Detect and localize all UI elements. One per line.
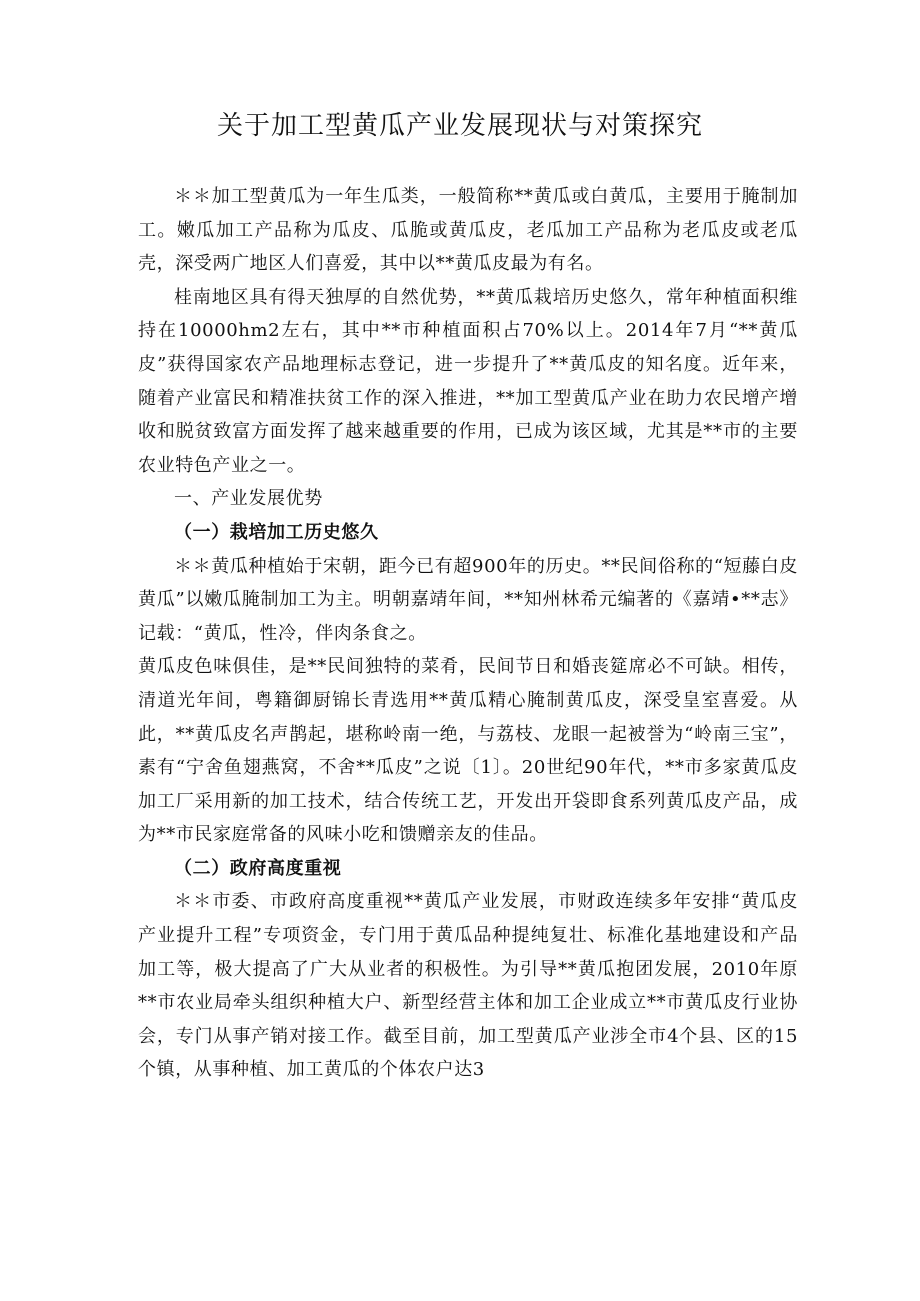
paragraph-region: 桂南地区具有得天独厚的自然优势，**黄瓜栽培历史悠久，常年种植面积维持在10000hm2左右，其中**市种植面积占70%以上。2014年7月“**黄瓜皮”获得国家农产品地理标志登记，进一步提升了**黄瓜皮的知名度。近年来，随着产业富民和精准扶贫工作的深入推进，**加工型黄瓜产业在助力农民增产增收和脱贫致富方面发挥了越来越重要的作用，已成为该区域，尤其是**市的主要农业特色产业之一。 [138,286,798,476]
document-body [138,180,798,1087]
subsection-heading-history: （一）栽培加工历史悠久 [174,521,379,543]
document-title: 关于加工型黄瓜产业发展现状与对策探究 [216,111,703,141]
subsection-heading-government: （二）政府高度重视 [174,857,342,879]
paragraph-intro: ＊＊加工型黄瓜为一年生瓜类，一般简称**黄瓜或白黄瓜，主要用于腌制加工。嫩瓜加工产品称为瓜皮、瓜脆或黄瓜皮，老瓜加工产品称为老瓜皮或老瓜壳，深受两广地区人们喜爱，其中以**黄瓜皮最为有名。 [138,186,798,275]
section-heading-advantages: 一、产业发展优势 [174,488,323,510]
paragraph-government: ＊＊市委、市政府高度重视**黄瓜产业发展，市财政连续多年安排“黄瓜皮产业提升工程”专项资金，专门用于黄瓜品种提纯复壮、标准化基地建设和产品加工等，极大提高了广大从业者的积极性。为引导**黄瓜抱团发展，2010年原**市农业局牵头组织种植大户、新型经营主体和加工企业成立**市黄瓜皮行业协会，专门从事产销对接工作。截至目前，加工型黄瓜产业涉全市4个县、区的15个镇，从事种植、加工黄瓜的个体农户达3 [138,891,798,1081]
paragraph-history-1: ＊＊黄瓜种植始于宋朝，距今已有超900年的历史。**民间俗称的“短藤白皮黄瓜”以嫩瓜腌制加工为主。明朝嘉靖年间，**知州林希元编著的《嘉靖•**志》记载：“黄瓜，性冷，伴肉条食之。 [138,555,798,644]
paragraph-history-2: 黄瓜皮色味俱佳，是**民间独特的菜肴，民间节日和婚丧筵席必不可缺。相传，清道光年间，粤籍御厨锦长青选用**黄瓜精心腌制黄瓜皮，深受皇室喜爱。从此，**黄瓜皮名声鹊起，堪称岭南一绝，与荔枝、龙眼一起被誉为“岭南三宝”，素有“宁舍鱼翅燕窝，不舍**瓜皮”之说〔1〕。20世纪90年代，**市多家黄瓜皮加工厂采用新的加工技术，结合传统工艺，开发出开袋即食系列黄瓜皮产品，成为**市民家庭常备的风味小吃和馈赠亲友的佳品。 [138,656,798,846]
